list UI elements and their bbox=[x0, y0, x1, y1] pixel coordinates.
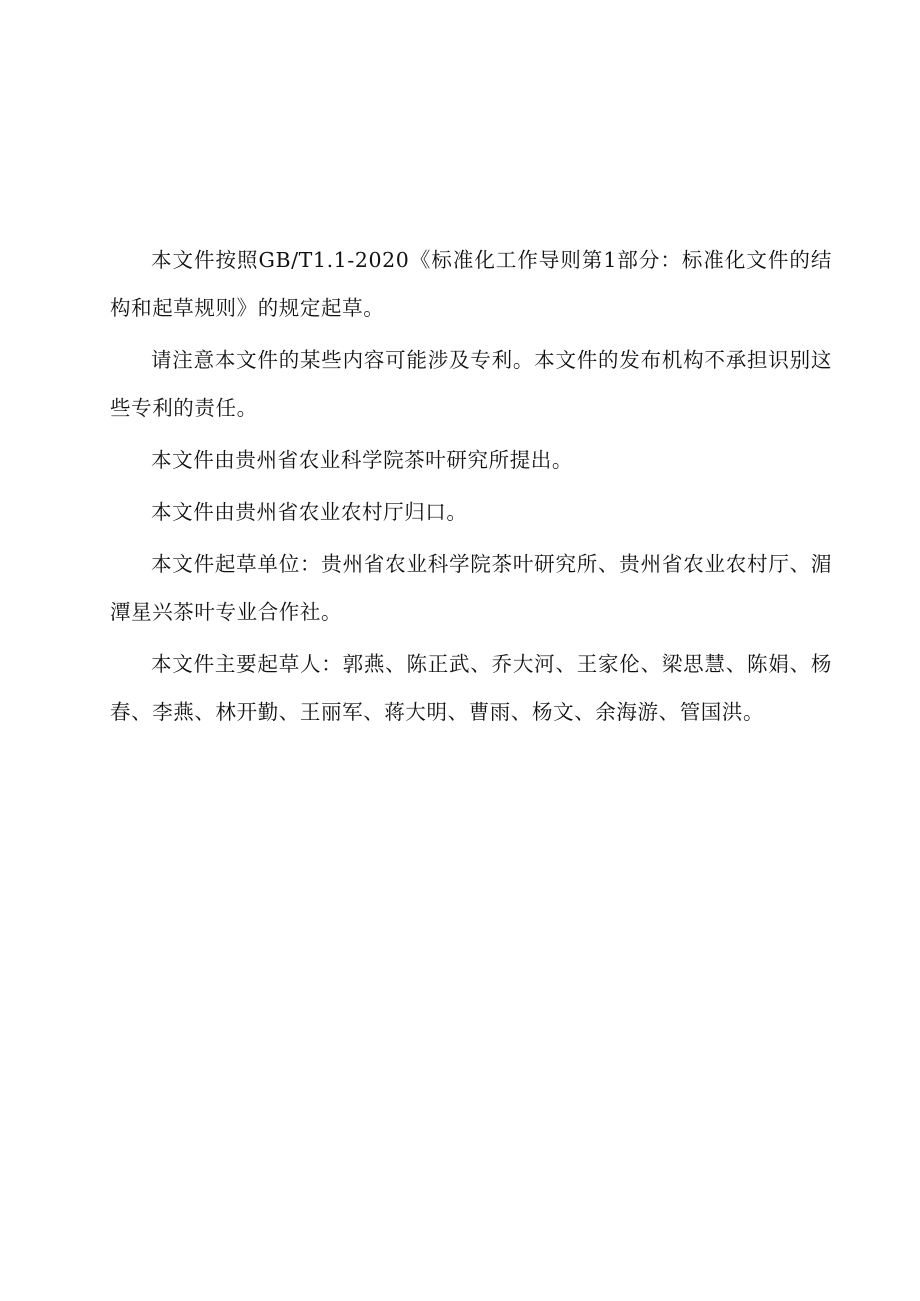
paragraph-drafting-rules: 本文件按照GB/T1.1-2020《标准化工作导则第1部分：标准化文件的结构和起草规则》的规定起草。 bbox=[110, 248, 832, 320]
paragraph-centralized-unit: 本文件由贵州省农业农村厅归口。 bbox=[151, 500, 468, 524]
paragraph-drafting-units: 本文件起草单位：贵州省农业科学院茶叶研究所、贵州省农业农村厅、湄潭星兴茶叶专业合作社。 bbox=[110, 552, 832, 624]
paragraph-main-drafters: 本文件主要起草人：郭燕、陈正武、乔大河、王家伦、梁思慧、陈娟、杨春、李燕、林开勤、王丽军、蒋大明、曹雨、杨文、余海游、管国洪。 bbox=[110, 652, 832, 724]
paragraph-proposer: 本文件由贵州省农业科学院茶叶研究所提出。 bbox=[151, 448, 573, 472]
foreword-body bbox=[110, 236, 832, 740]
paragraph-patent-notice: 请注意本文件的某些内容可能涉及专利。本文件的发布机构不承担识别这些专利的责任。 bbox=[110, 348, 832, 420]
